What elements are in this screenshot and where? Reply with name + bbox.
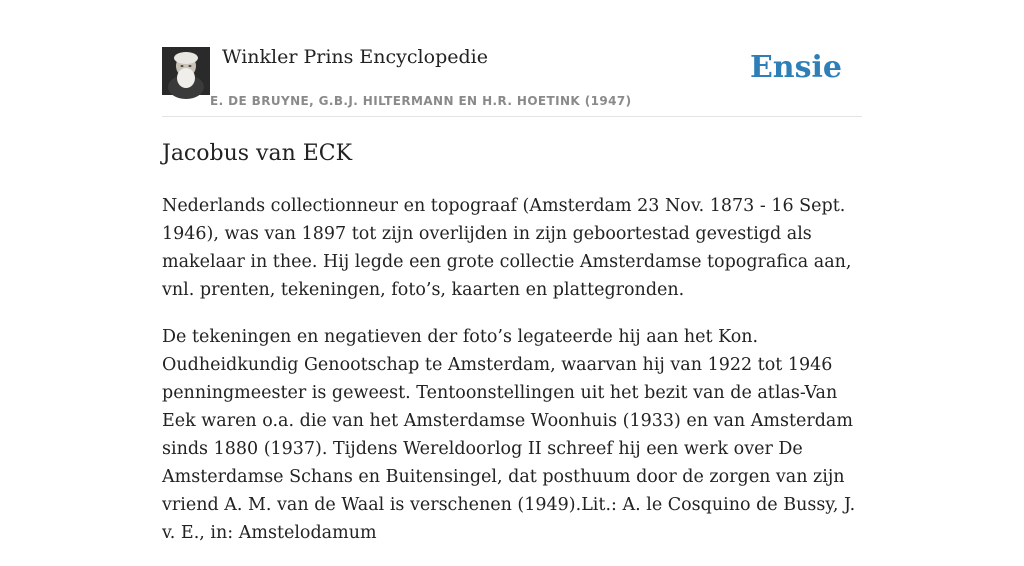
brand-logo-link[interactable]: Ensie xyxy=(749,50,842,85)
portrait-avatar-graphic xyxy=(162,47,210,95)
site-authors: E. DE BRUYNE, G.B.J. HILTERMANN EN H.R. HOETINK (1947) xyxy=(210,94,632,108)
portrait-avatar-icon[interactable] xyxy=(162,47,210,95)
site-title[interactable]: Winkler Prins Encyclopedie xyxy=(222,46,488,68)
entry-paragraph: Nederlands collectionneur en topograaf (Amsterdam 23 Nov. 1873 - 16 Sept. 1946), was van 1897 tot zijn overlijden in zijn geboortestad gevestigd als makelaar in thee. Hij legde een grote collectie Amsterdamse topografica aan, vnl. prenten, tekeningen, foto’s, kaarten en plattegronden. xyxy=(162,196,852,300)
entry-title: Jacobus van ECK xyxy=(162,141,353,166)
entry-paragraph: De tekeningen en negatieven der foto’s legateerde hij aan het Kon. Oudheidkundig Genootschap te Amsterdam, waarvan hij van 1922 tot 1946 penningmeester is geweest. Tentoonstellingen uit het bezit van de atlas-Van Eek waren o.a. die van het Amsterdamse Woonhuis (1933) en van Amsterdam sinds 1880 (1937). Tijdens Wereldoorlog II schreef hij een werk over De Amsterdamse Schans en Buitensingel, dat posthuum door de zorgen van zijn vriend A. M. van de Waal is verschenen (1949).Lit.: A. le Cosquino de Bussy, J. v. E., in: Amstelodamum xyxy=(162,327,856,543)
entry-body xyxy=(162,192,862,566)
site-header xyxy=(162,40,862,117)
